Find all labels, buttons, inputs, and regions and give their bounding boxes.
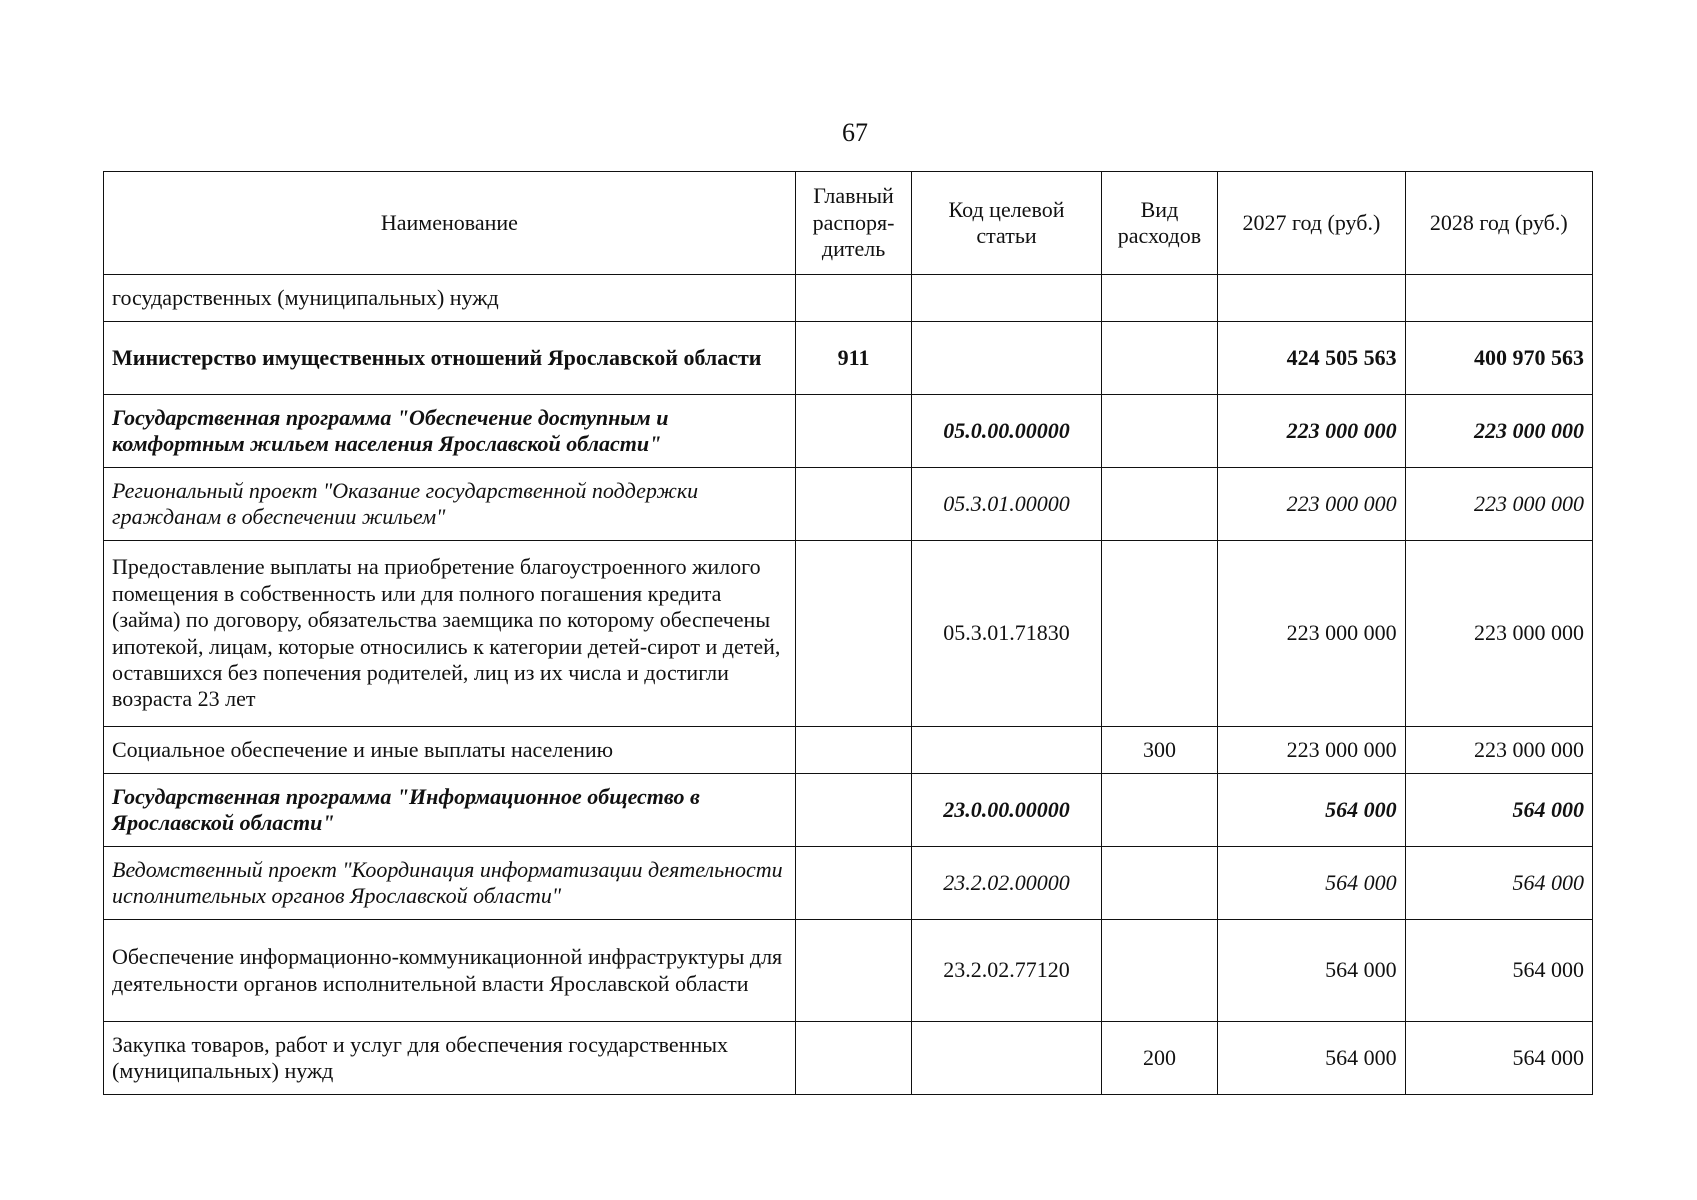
row-vid: 300 [1101,727,1217,774]
row-name: Социальное обеспечение и иные выплаты населению [104,727,796,774]
table-row [104,847,1593,920]
row-2027: 223 000 000 [1218,541,1405,727]
row-kod [912,275,1101,322]
row-glav [795,847,911,920]
row-vid: 200 [1101,1022,1217,1095]
row-2028: 564 000 [1405,920,1592,1022]
row-2027: 424 505 563 [1218,322,1405,395]
row-2028: 564 000 [1405,774,1592,847]
header-kod: Код целевой статьи [912,172,1101,275]
row-vid [1101,920,1217,1022]
row-name: Министерство имущественных отношений Ярославской области [104,322,796,395]
row-kod [912,727,1101,774]
table-row [104,727,1593,774]
table-row [104,541,1593,727]
page-number: 67 [842,118,868,147]
table-row [104,920,1593,1022]
row-kod: 05.3.01.00000 [912,468,1101,541]
row-kod: 05.0.00.00000 [912,395,1101,468]
header-2027: 2027 год (руб.) [1218,172,1405,275]
header-vid: Вид расходов [1101,172,1217,275]
row-2028: 223 000 000 [1405,541,1592,727]
row-name: Государственная программа "Обеспечение доступным и комфортным жильем населения Ярославской области" [104,395,796,468]
row-glav [795,1022,911,1095]
row-glav [795,275,911,322]
row-vid [1101,468,1217,541]
row-2027: 564 000 [1218,1022,1405,1095]
row-kod: 23.2.02.00000 [912,847,1101,920]
row-kod: 23.2.02.77120 [912,920,1101,1022]
row-2027: 564 000 [1218,774,1405,847]
row-2028: 400 970 563 [1405,322,1592,395]
row-2028: 564 000 [1405,1022,1592,1095]
table-row [104,395,1593,468]
row-2027 [1218,275,1405,322]
row-vid [1101,541,1217,727]
row-glav [795,395,911,468]
row-vid [1101,395,1217,468]
row-name: Ведомственный проект "Координация информатизации деятельности исполнительных органов Ярославской области" [104,847,796,920]
table-row [104,322,1593,395]
row-2027: 564 000 [1218,847,1405,920]
header-2028: 2028 год (руб.) [1405,172,1592,275]
row-2028 [1405,275,1592,322]
row-2028: 564 000 [1405,847,1592,920]
row-vid [1101,275,1217,322]
row-glav [795,541,911,727]
row-name: Государственная программа "Информационное общество в Ярославской области" [104,774,796,847]
row-kod: 23.0.00.00000 [912,774,1101,847]
row-name: Закупка товаров, работ и услуг для обеспечения государственных (муниципальных) нужд [104,1022,796,1095]
row-kod [912,322,1101,395]
row-glav [795,727,911,774]
table-row [104,468,1593,541]
table-row [104,774,1593,847]
row-name: государственных (муниципальных) нужд [104,275,796,322]
row-vid [1101,774,1217,847]
table-header-row [104,172,1593,275]
row-kod [912,1022,1101,1095]
row-2027: 564 000 [1218,920,1405,1022]
row-2028: 223 000 000 [1405,727,1592,774]
row-vid [1101,322,1217,395]
table-row [104,1022,1593,1095]
row-2027: 223 000 000 [1218,727,1405,774]
row-glav: 911 [795,322,911,395]
row-glav [795,920,911,1022]
row-glav [795,774,911,847]
row-name: Обеспечение информационно-коммуникационной инфраструктуры для деятельности органов исполнительной власти Ярославской области [104,920,796,1022]
row-2027: 223 000 000 [1218,468,1405,541]
header-glavny: Главный распоря-дитель [795,172,911,275]
row-vid [1101,847,1217,920]
row-name: Региональный проект "Оказание государственной поддержки гражданам в обеспечении жильем" [104,468,796,541]
row-2028: 223 000 000 [1405,468,1592,541]
table-row [104,275,1593,322]
row-2028: 223 000 000 [1405,395,1592,468]
row-kod: 05.3.01.71830 [912,541,1101,727]
header-name: Наименование [104,172,796,275]
row-2027: 223 000 000 [1218,395,1405,468]
row-name: Предоставление выплаты на приобретение благоустроенного жилого помещения в собственность или для полного погашения кредита (займа) по договору, обязательства заемщика по которому обеспечены ипотекой, лицам, которые относились к категории детей-сирот и детей, оставшихся без попечения родителей, лиц из их числа и достигли возраста 23 лет [104,541,796,727]
budget-table [103,171,1593,1095]
row-glav [795,468,911,541]
